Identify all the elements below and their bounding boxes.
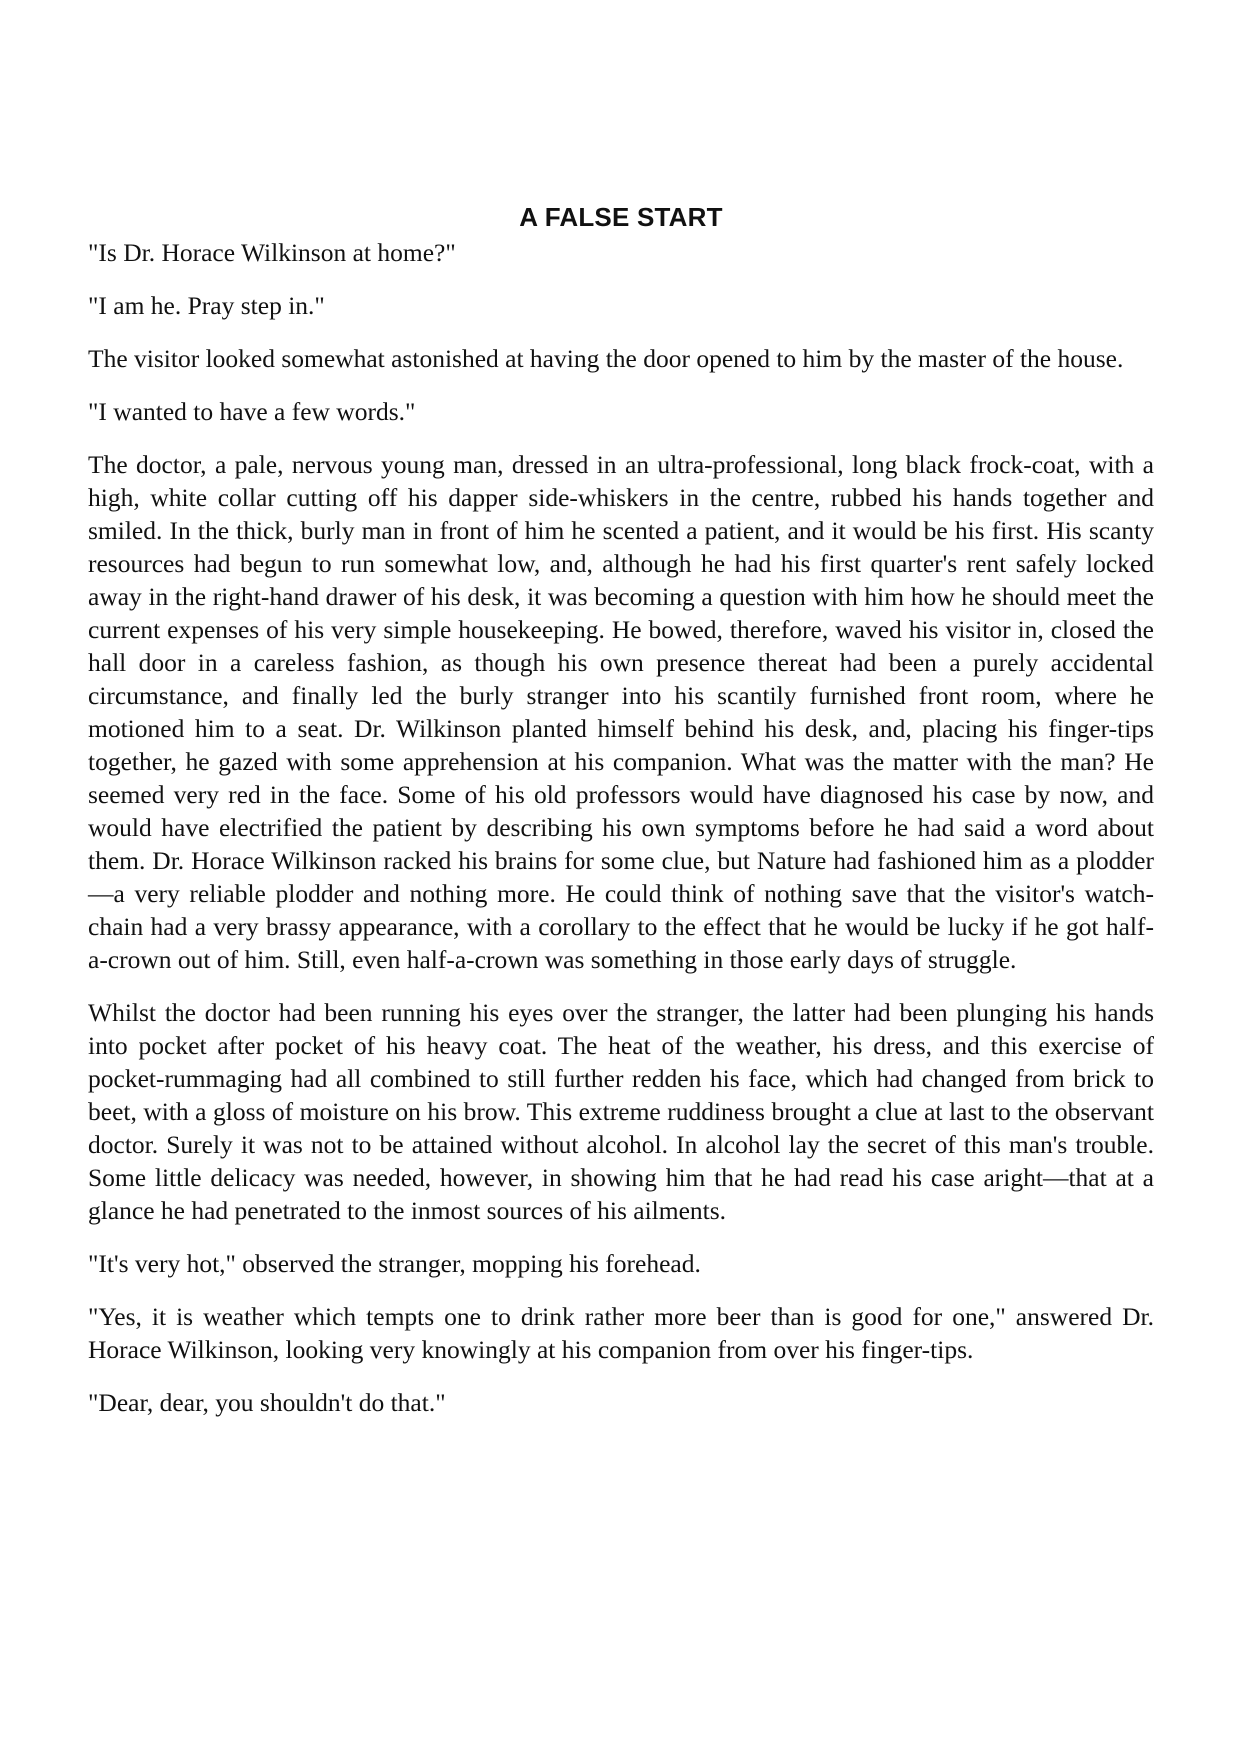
chapter-title: A FALSE START (519, 202, 723, 232)
paragraph: The visitor looked somewhat astonished at having the door opened to him by the master of the house. (88, 344, 1124, 373)
paragraph: "Is Dr. Horace Wilkinson at home?" (88, 238, 456, 267)
document-page (88, 200, 1154, 1439)
paragraph: "It's very hot," observed the stranger, mopping his forehead. (88, 1249, 701, 1278)
paragraph: The doctor, a pale, nervous young man, dressed in an ultra-professional, long black frock-coat, with a high, white collar cutting off his dapper side-whiskers in the centre, rubbed his hands together and smiled. In the thick, burly man in front of him he scented a patient, and it would be his first. His scanty resources had begun to run somewhat low, and, although he had his first quarter's rent safely locked away in the right-hand drawer of his desk, it was becoming a question with him how he should meet the current expenses of his very simple housekeeping. He bowed, therefore, waved his visitor in, closed the hall door in a careless fashion, as though his own presence thereat had been a purely accidental circumstance, and finally led the burly stranger into his scantily furnished front room, where he motioned him to a seat. Dr. Wilkinson planted himself behind his desk, and, placing his finger-tips together, he gazed with some apprehension at his companion. What was the matter with the man? He seemed very red in the face. Some of his old professors would have diagnosed his case by now, and would have electrified the patient by describing his own symptoms before he had said a word about them. Dr. Horace Wilkinson racked his brains for some clue, but Nature had fashioned him as a plodder—a very reliable plodder and nothing more. He could think of nothing save that the visitor's watch-chain had a very brassy appearance, with a corollary to the effect that he would be lucky if he got half-a-crown out of him. Still, even half-a-crown was something in those early days of struggle. (88, 450, 1154, 974)
paragraph: "I wanted to have a few words." (88, 397, 416, 426)
paragraph: "Dear, dear, you shouldn't do that." (88, 1388, 446, 1417)
paragraph: Whilst the doctor had been running his eyes over the stranger, the latter had been plunging his hands into pocket after pocket of his heavy coat. The heat of the weather, his dress, and this exercise of pocket-rummaging had all combined to still further redden his face, which had changed from brick to beet, with a gloss of moisture on his brow. This extreme ruddiness brought a clue at last to the observant doctor. Surely it was not to be attained without alcohol. In alcohol lay the secret of this man's trouble. Some little delicacy was needed, however, in showing him that he had read his case aright—that at a glance he had penetrated to the inmost sources of his ailments. (88, 998, 1154, 1225)
paragraph: "I am he. Pray step in." (88, 291, 325, 320)
paragraph: "Yes, it is weather which tempts one to drink rather more beer than is good for one," answered Dr. Horace Wilkinson, looking very knowingly at his companion from over his finger-tips. (88, 1302, 1154, 1364)
